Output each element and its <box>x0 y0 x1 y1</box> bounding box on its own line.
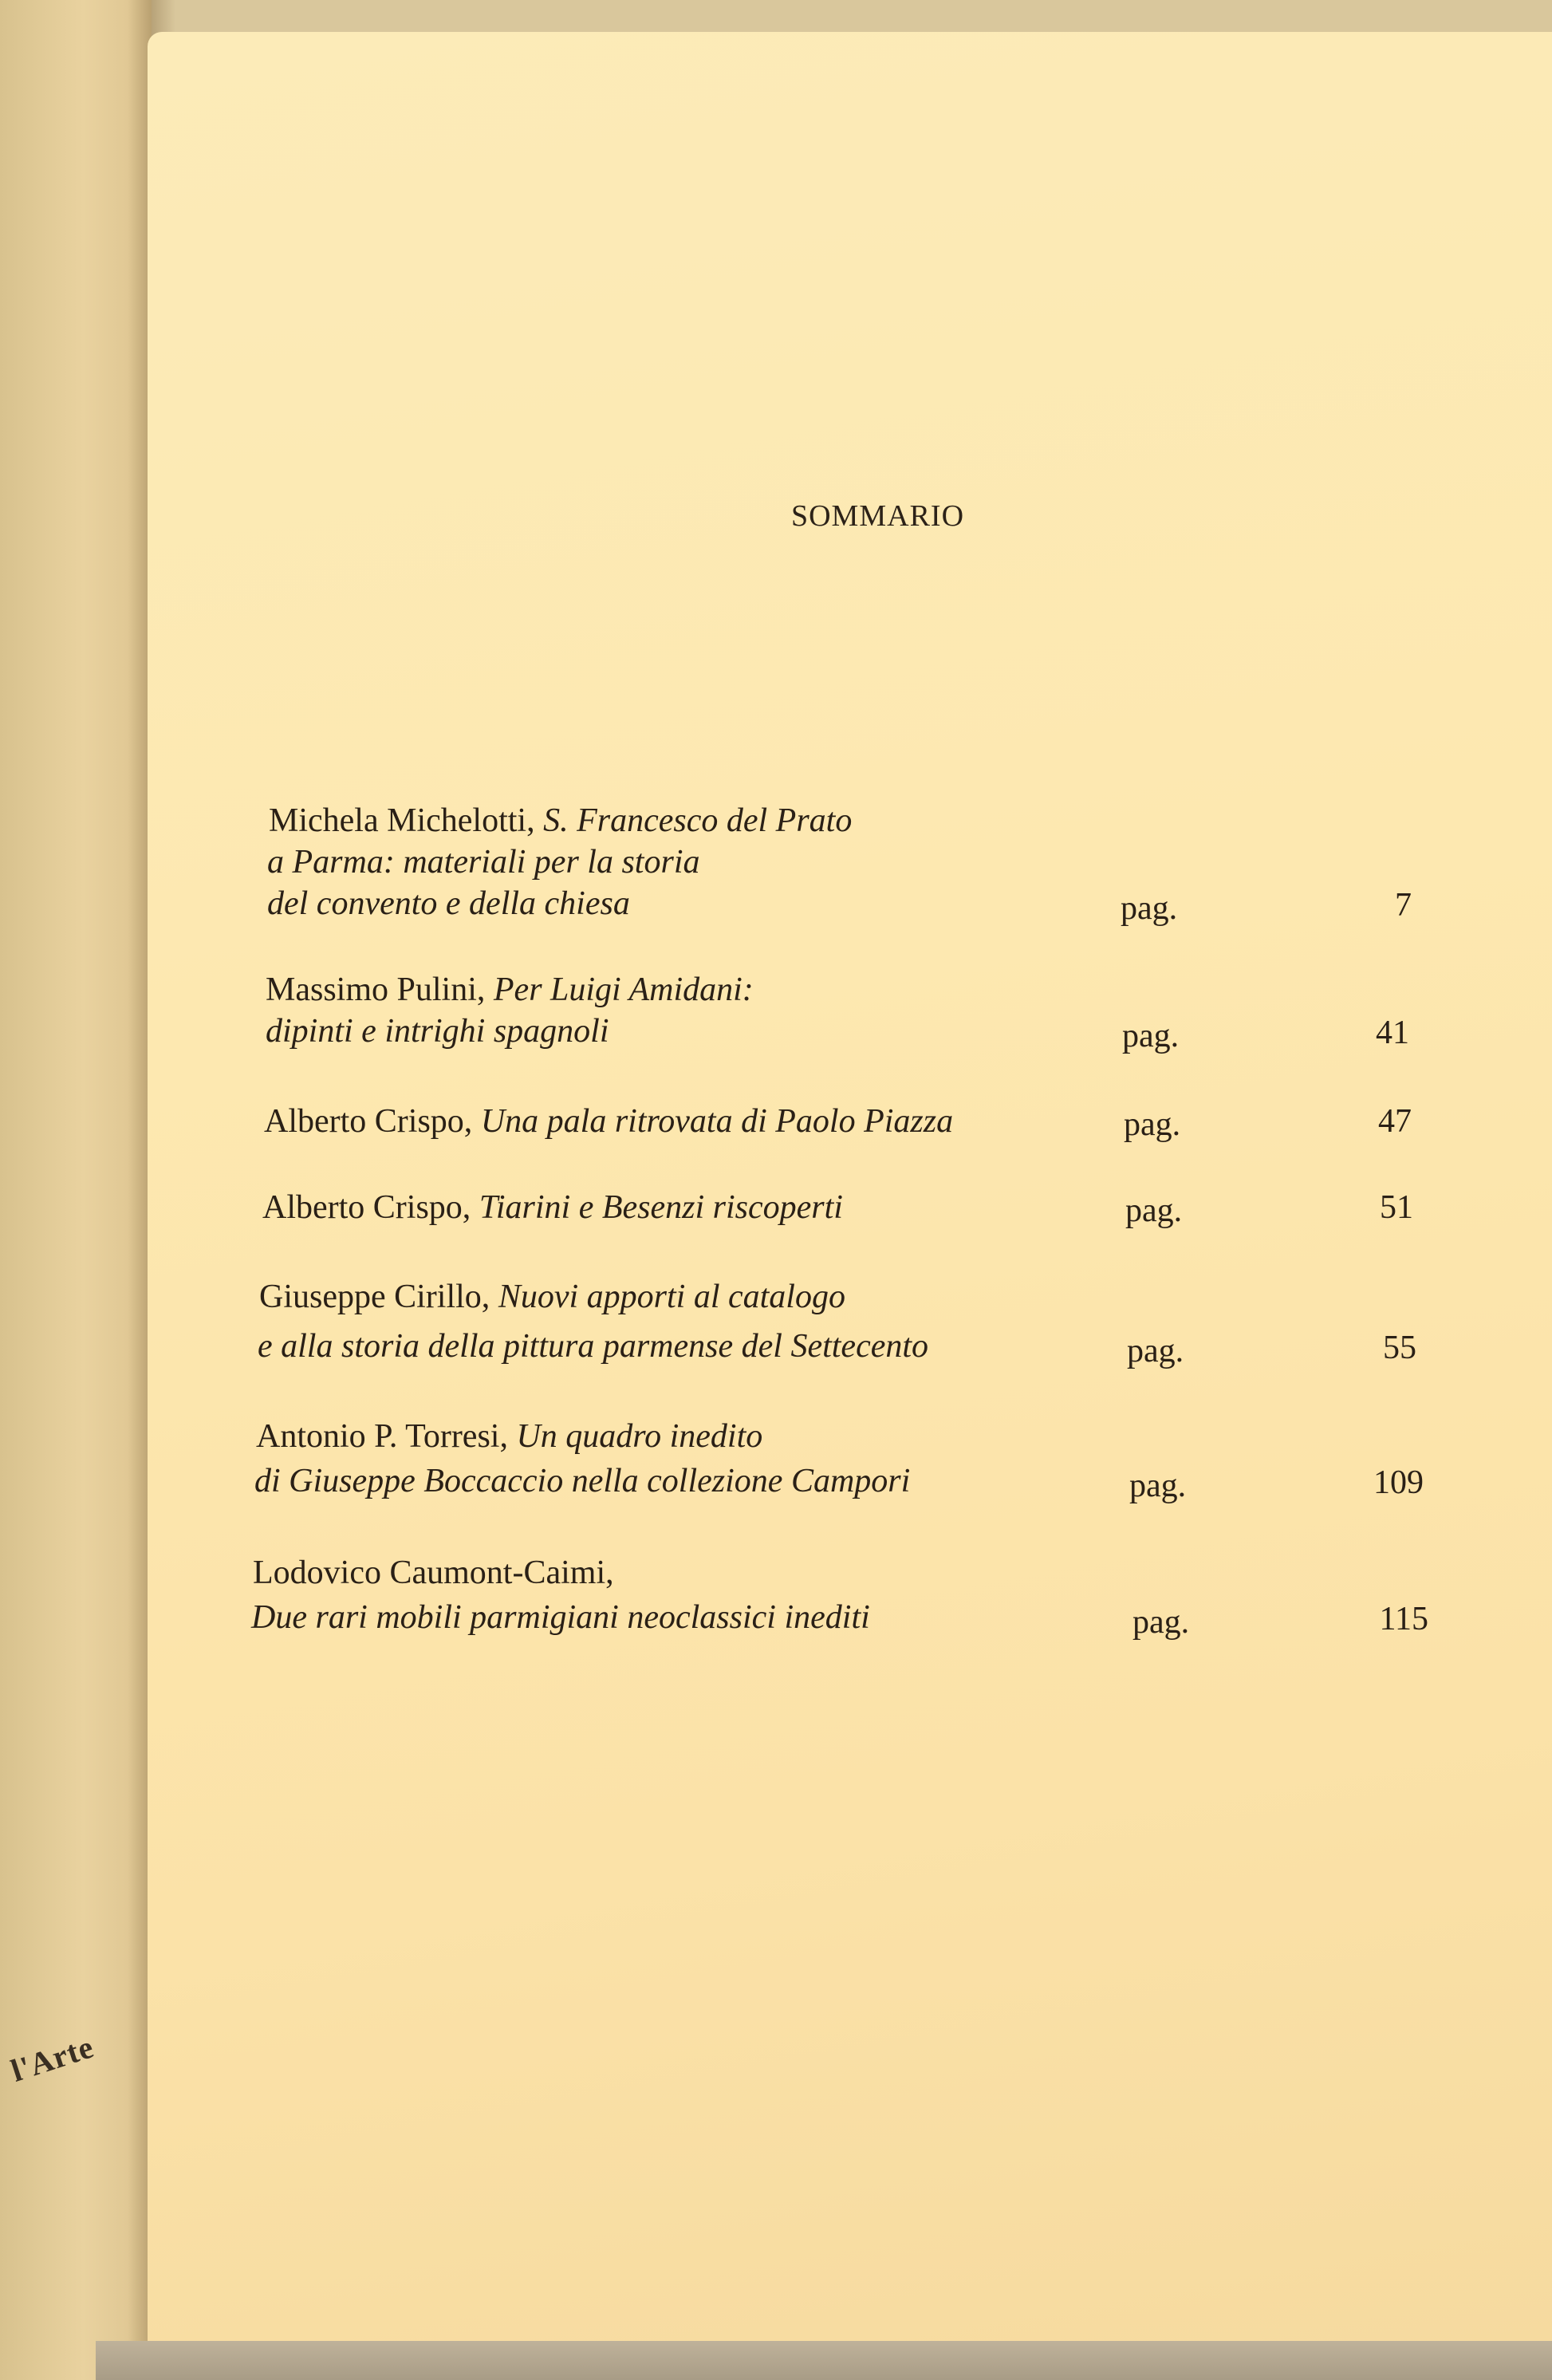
toc-line <box>254 1460 910 1502</box>
entry-title: dipinti e intrighi spagnoli <box>266 1013 609 1050</box>
toc-line <box>264 1101 953 1142</box>
page-number: 51 <box>1380 1189 1413 1226</box>
toc-line <box>251 1597 870 1638</box>
toc-line <box>266 1011 609 1052</box>
entry-title: di Giuseppe Boccaccio nella collezione Campori <box>254 1463 911 1499</box>
toc-line <box>262 1187 843 1228</box>
entry-title: a Parma: materiali per la storia <box>267 844 700 881</box>
page-number: 109 <box>1373 1464 1424 1501</box>
pag-label: pag. <box>1129 1468 1187 1504</box>
entry-title: Una pala ritrovata di Paolo Piazza <box>480 1103 954 1140</box>
entry-title: S. Francesco del Prato <box>543 802 853 839</box>
toc-line <box>267 883 630 924</box>
pag-label: pag. <box>1121 890 1178 927</box>
entry-author: Lodovico Caumont-Caimi, <box>253 1554 614 1591</box>
entry-author: Michela Michelotti, <box>269 802 535 839</box>
toc-line <box>256 1416 762 1457</box>
page-number: 7 <box>1395 887 1412 924</box>
toc-line <box>258 1326 928 1367</box>
toc-line <box>259 1276 845 1318</box>
toc-line <box>267 841 700 883</box>
entry-title: Tiarini e Besenzi riscoperti <box>479 1189 843 1226</box>
page-number: 47 <box>1378 1103 1412 1140</box>
toc-line <box>253 1552 614 1594</box>
pag-label: pag. <box>1132 1604 1190 1641</box>
page-bottom-edge <box>96 2341 1552 2380</box>
pag-label: pag. <box>1124 1106 1181 1143</box>
contents-page <box>148 32 1552 2345</box>
pag-label: pag. <box>1125 1192 1183 1229</box>
entry-title: Per Luigi Amidani: <box>493 971 754 1008</box>
pag-label: pag. <box>1127 1333 1184 1369</box>
entry-title: e alla storia della pittura parmense del Settecento <box>258 1328 929 1365</box>
page-title: SOMMARIO <box>790 499 965 533</box>
entry-title: del convento e della chiesa <box>267 885 630 922</box>
toc-line <box>269 800 852 841</box>
entry-title: Due rari mobili parmigiani neoclassici inediti <box>251 1599 870 1636</box>
entry-author: Giuseppe Cirillo, <box>259 1279 490 1315</box>
spine-text: l'Arte <box>6 2028 98 2089</box>
entry-author: Alberto Crispo, <box>262 1189 471 1226</box>
entry-author: Alberto Crispo, <box>264 1103 473 1140</box>
entry-title: Un quadro inedito <box>516 1418 763 1455</box>
entry-title: Nuovi apporti al catalogo <box>498 1279 845 1315</box>
entry-author: Antonio P. Torresi, <box>256 1418 508 1455</box>
page-number: 115 <box>1379 1601 1428 1637</box>
page-number: 55 <box>1383 1330 1416 1366</box>
pag-label: pag. <box>1122 1018 1180 1054</box>
toc-line <box>266 969 754 1011</box>
entry-author: Massimo Pulini, <box>266 971 486 1008</box>
page-number: 41 <box>1376 1015 1409 1051</box>
